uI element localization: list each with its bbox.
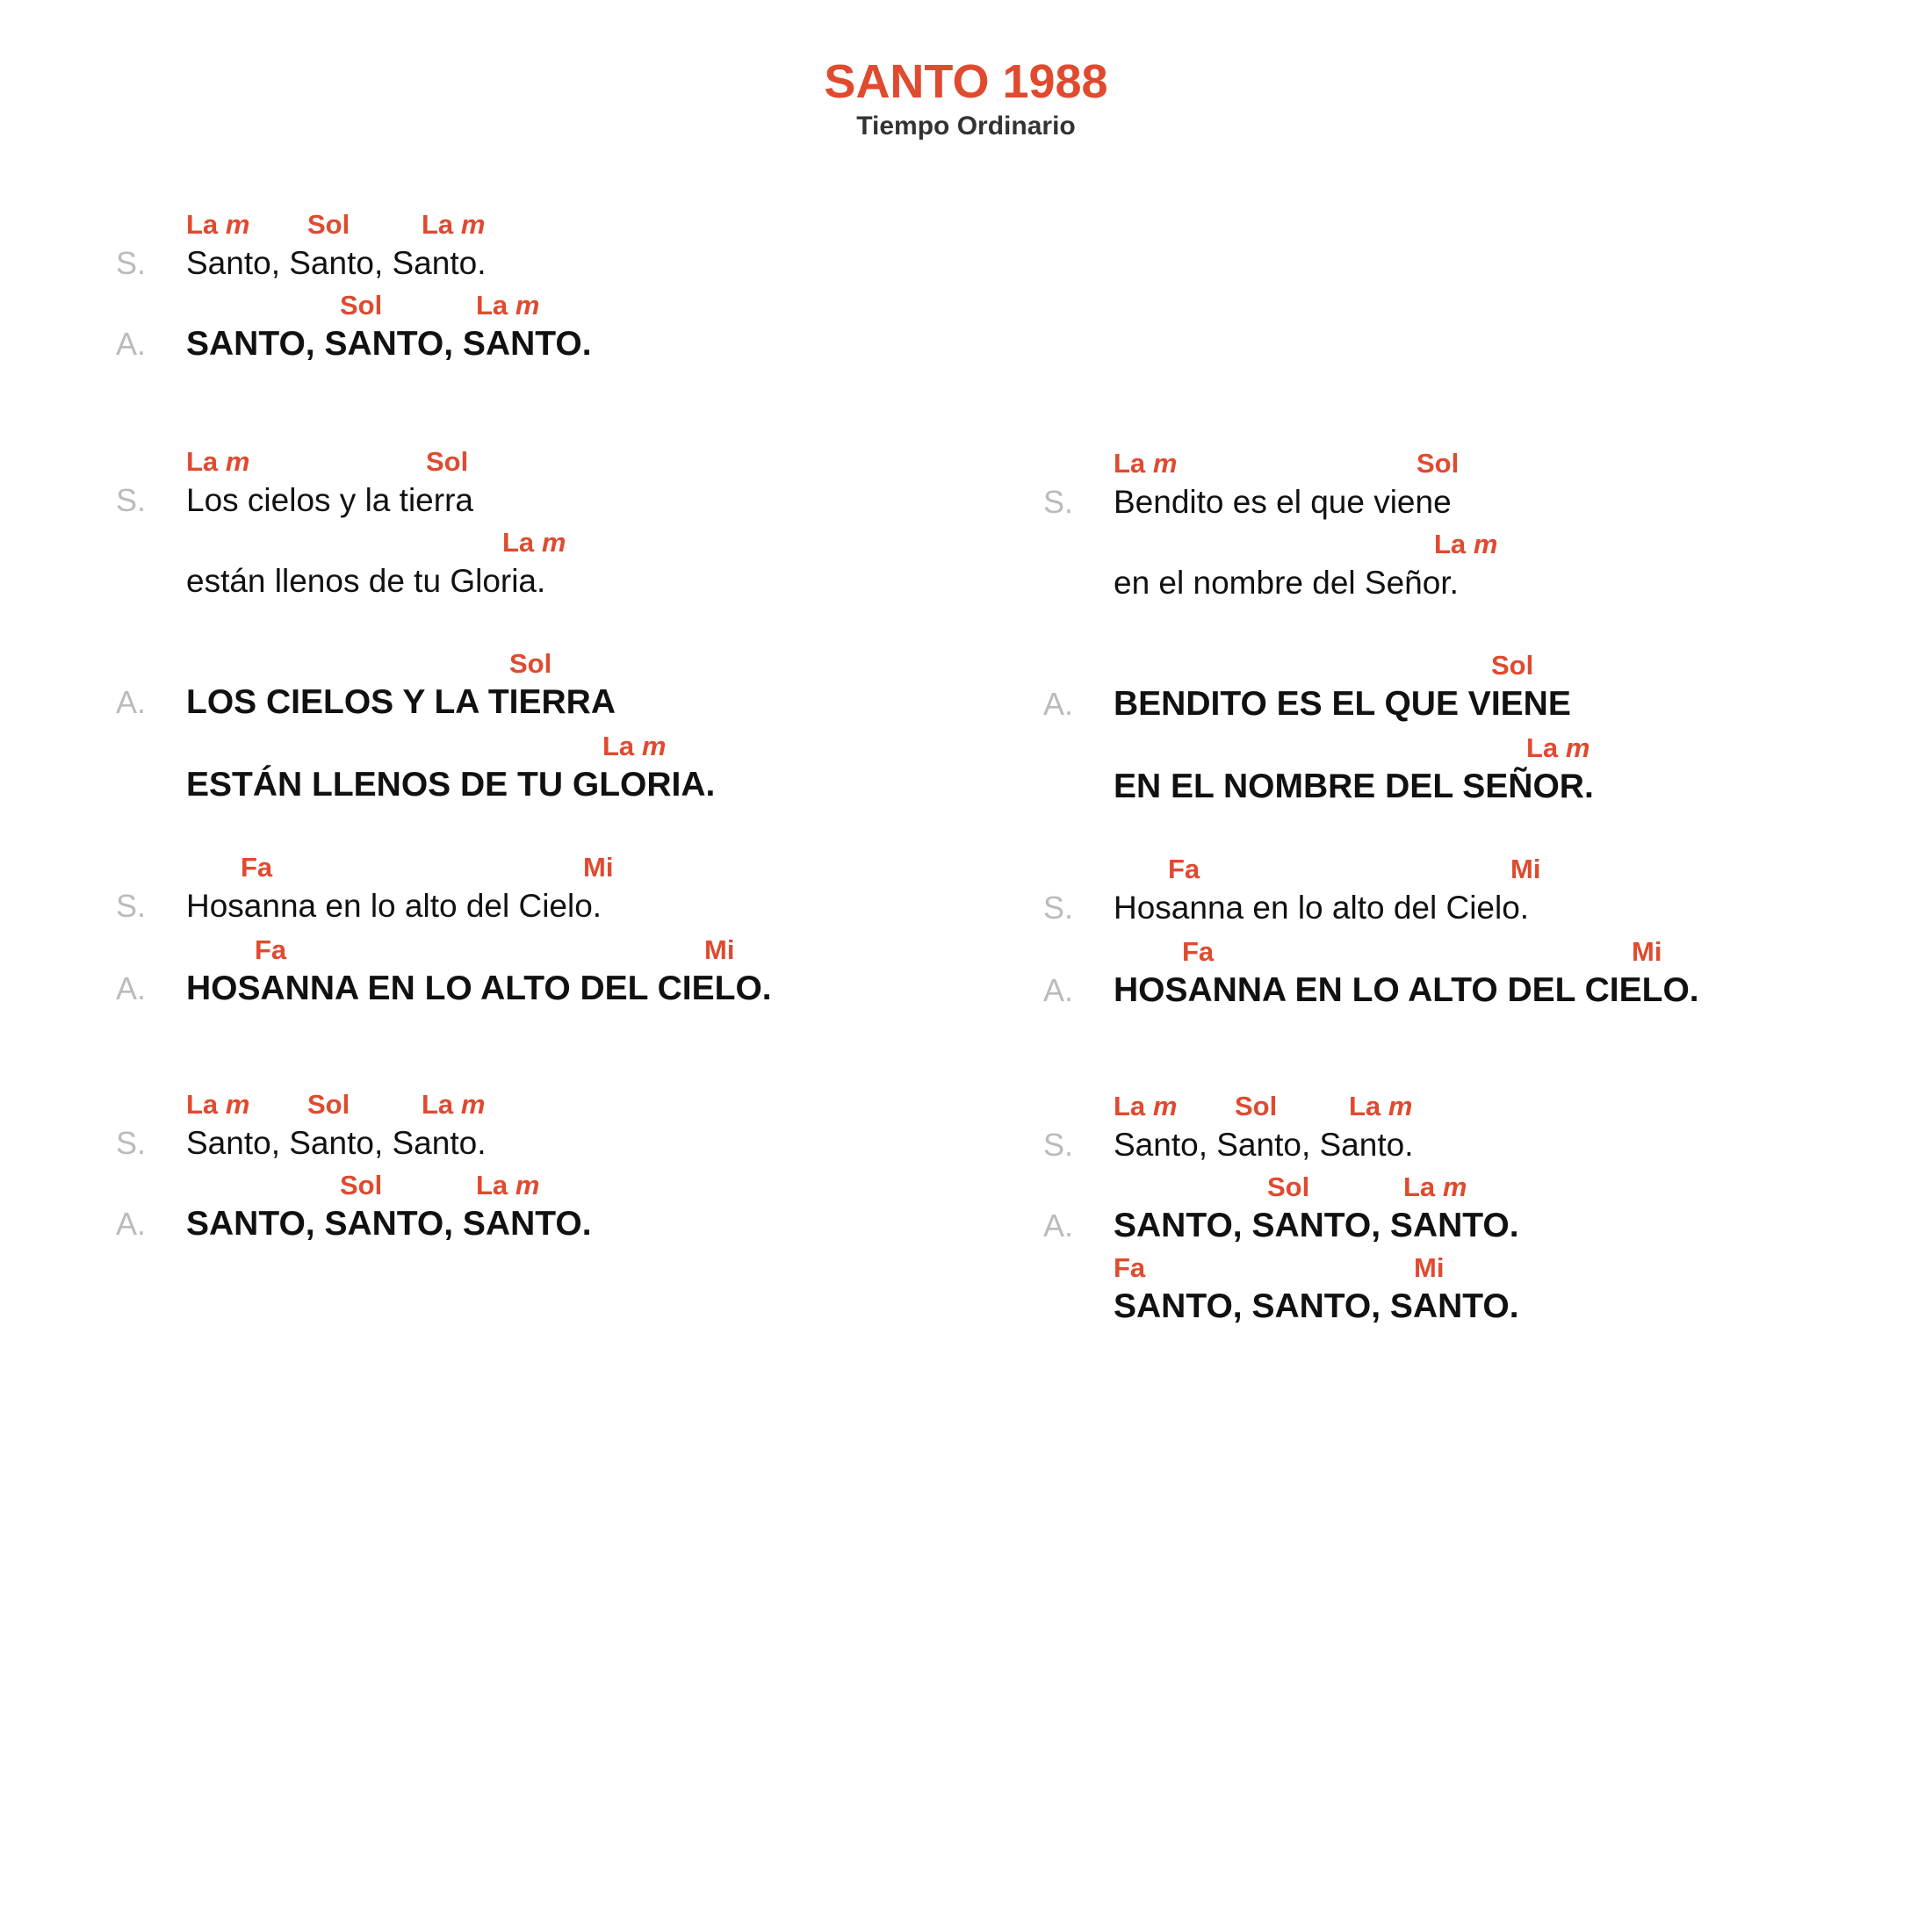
lyric-row: [1043, 1171, 1932, 1252]
chord: [476, 290, 539, 321]
speaker-marker: A.: [116, 1206, 147, 1242]
chord-root: La: [186, 209, 219, 240]
chord: [583, 852, 613, 883]
chord-root: Fa: [241, 852, 273, 883]
chord: [340, 1170, 382, 1201]
chord-root: La: [476, 1170, 508, 1200]
chord-minor: m: [225, 1089, 250, 1120]
chord-line: [1114, 854, 1932, 885]
lyric-text: están llenos de tu Gloria.: [186, 563, 546, 599]
chord-minor: m: [515, 290, 540, 321]
chord-root: Sol: [340, 1170, 383, 1200]
lyric-row: [1114, 529, 1932, 609]
chord: [1168, 854, 1200, 885]
lyric-row: [1043, 448, 1932, 529]
chord-root: Mi: [583, 852, 614, 883]
chord-minor: m: [1565, 732, 1590, 763]
lyric-text: Hosanna en lo alto del Cielo.: [1114, 890, 1530, 926]
lyric-row: [1114, 732, 1932, 813]
speaker-marker: A.: [1043, 1208, 1074, 1244]
chord-root: Sol: [426, 446, 469, 477]
speaker-marker: S.: [1043, 1127, 1074, 1163]
chord-root: La: [1114, 448, 1146, 479]
chord-line: [1114, 650, 1932, 681]
chord-root: Fa: [1168, 854, 1200, 884]
chord-root: Sol: [1235, 1091, 1278, 1121]
chord-root: La: [1114, 1091, 1146, 1121]
lyric-row: [186, 527, 1064, 608]
chord: [186, 209, 249, 241]
lyric-text: HOSANNA EN LO ALTO DEL CIELO.: [186, 970, 772, 1007]
chord-root: La: [422, 1089, 454, 1120]
song-title: SANTO 1988: [824, 55, 1108, 108]
chord-line: [186, 1170, 1064, 1201]
chord-root: Sol: [340, 290, 383, 321]
song-header: [0, 53, 1932, 142]
chord-minor: m: [225, 209, 250, 240]
chord-root: Mi: [704, 934, 735, 965]
lyric-row: [116, 209, 1064, 290]
chord-minor: m: [460, 1089, 486, 1120]
chord-minor: m: [460, 209, 486, 240]
lyric-row: [116, 648, 1064, 729]
chord-minor: m: [225, 446, 250, 477]
chord-minor: m: [1152, 448, 1178, 479]
chord: [602, 731, 666, 762]
lyric-row: [116, 934, 1064, 1015]
chord-root: La: [502, 527, 535, 558]
speaker-marker: S.: [116, 245, 147, 281]
chord: [1414, 1252, 1444, 1284]
chord-root: La: [476, 290, 508, 321]
lyric-text: SANTO, SANTO, SANTO.: [186, 1205, 592, 1243]
chord-root: La: [1526, 732, 1559, 763]
song-subtitle: Tiempo Ordinario: [856, 112, 1076, 141]
lyric-text: SANTO, SANTO, SANTO.: [1114, 1207, 1519, 1244]
lyric-text: SANTO, SANTO, SANTO.: [1114, 1287, 1519, 1325]
chord: [1114, 1091, 1177, 1122]
chord-root: Mi: [1632, 936, 1662, 967]
lyric-text: Santo, Santo, Santo.: [1114, 1127, 1414, 1163]
chord-root: La: [1349, 1091, 1381, 1121]
lyric-text: SANTO, SANTO, SANTO.: [186, 325, 592, 363]
chord: [1510, 854, 1540, 885]
chord: [1235, 1091, 1277, 1122]
chord-line: [186, 648, 1064, 680]
speaker-marker: A.: [116, 684, 147, 720]
chord-root: Sol: [1417, 448, 1460, 479]
lyric-text: en el nombre del Señor.: [1114, 565, 1459, 601]
chord-root: Fa: [1182, 936, 1215, 967]
chord-root: La: [602, 731, 635, 761]
chord-minor: m: [1152, 1091, 1178, 1121]
speaker-marker: A.: [116, 326, 147, 362]
lyric-text: EN EL NOMBRE DEL SEÑOR.: [1114, 768, 1594, 805]
chord-root: Sol: [1267, 1171, 1310, 1202]
chord-line: [186, 446, 1064, 478]
chord-line: [186, 731, 1064, 762]
chord-minor: m: [515, 1170, 540, 1200]
chord-root: Sol: [1491, 650, 1534, 681]
chord: [1267, 1171, 1309, 1203]
chord-line: [186, 1089, 1064, 1121]
chord: [476, 1170, 539, 1201]
chord-root: Mi: [1510, 854, 1541, 884]
speaker-marker: A.: [116, 970, 147, 1006]
chord-line: [1114, 936, 1932, 968]
chord-minor: m: [641, 731, 667, 761]
lyric-row: [1043, 1091, 1932, 1171]
lyric-row: [116, 290, 1064, 371]
chord: [422, 1089, 485, 1121]
speaker-marker: A.: [1043, 972, 1074, 1008]
lyric-row: [116, 1089, 1064, 1170]
lyric-text: Hosanna en lo alto del Cielo.: [186, 888, 602, 924]
chord: [307, 1089, 350, 1121]
chord: [426, 446, 468, 478]
chord: [1526, 732, 1590, 764]
chord-root: Sol: [307, 1089, 350, 1120]
lyric-row: [116, 446, 1064, 527]
lyric-row: [1114, 1252, 1932, 1333]
chord: [1403, 1171, 1467, 1203]
chord-root: Mi: [1414, 1252, 1445, 1283]
chord: [1182, 936, 1214, 968]
chord-line: [1114, 732, 1932, 764]
chord-minor: m: [1473, 529, 1498, 559]
chord: [340, 290, 382, 321]
chord-minor: m: [541, 527, 566, 558]
chord-line: [1114, 1252, 1932, 1284]
chord: [255, 934, 286, 966]
lyric-row: [1043, 936, 1932, 1017]
chord-root: Sol: [509, 648, 552, 679]
chord: [1491, 650, 1533, 681]
chord-line: [186, 852, 1064, 883]
chord-root: Sol: [307, 209, 350, 240]
chord: [241, 852, 272, 883]
chord: [1114, 448, 1177, 479]
lyric-text: LOS CIELOS Y LA TIERRA: [186, 683, 616, 721]
chord-line: [186, 934, 1064, 966]
chord: [186, 1089, 249, 1121]
chord-line: [186, 209, 1064, 241]
chord: [1632, 936, 1662, 968]
chord: [502, 527, 566, 559]
chord-root: La: [1434, 529, 1467, 559]
lyric-text: Los cielos y la tierra: [186, 482, 473, 518]
lyric-row: [1043, 650, 1932, 731]
chord: [422, 209, 485, 241]
chord: [1417, 448, 1459, 479]
chord-root: Fa: [1114, 1252, 1146, 1283]
chord-line: [1114, 1091, 1932, 1122]
speaker-marker: A.: [1043, 686, 1074, 722]
chord-minor: m: [1388, 1091, 1413, 1121]
lyric-row: [186, 731, 1064, 811]
chord: [1349, 1091, 1412, 1122]
chord-line: [1114, 448, 1932, 479]
chord-root: La: [186, 1089, 219, 1120]
chord-line: [1114, 529, 1932, 560]
chord: [509, 648, 551, 680]
lyric-row: [116, 852, 1064, 933]
lyric-text: Santo, Santo, Santo.: [186, 1125, 487, 1161]
chord: [307, 209, 350, 241]
lyric-text: HOSANNA EN LO ALTO DEL CIELO.: [1114, 971, 1699, 1009]
chord-root: La: [422, 209, 454, 240]
chord-root: La: [1403, 1171, 1436, 1202]
speaker-marker: S.: [116, 888, 147, 924]
lyric-text: BENDITO ES EL QUE VIENE: [1114, 685, 1571, 723]
chord: [704, 934, 734, 966]
lyric-text: Bendito es el que viene: [1114, 484, 1452, 520]
speaker-marker: S.: [1043, 484, 1074, 520]
speaker-marker: S.: [116, 482, 147, 518]
chord-line: [186, 527, 1064, 559]
chord-line: [186, 290, 1064, 321]
lyric-text: ESTÁN LLENOS DE TU GLORIA.: [186, 766, 716, 804]
chord-minor: m: [1442, 1171, 1467, 1202]
chord: [1434, 529, 1497, 560]
lyric-text: Santo, Santo, Santo.: [186, 245, 487, 281]
chord-line: [1114, 1171, 1932, 1203]
speaker-marker: S.: [116, 1125, 147, 1161]
speaker-marker: S.: [1043, 890, 1074, 926]
chord: [186, 446, 249, 478]
lyric-row: [1043, 854, 1932, 934]
chord-root: La: [186, 446, 219, 477]
chord: [1114, 1252, 1145, 1284]
lyric-row: [116, 1170, 1064, 1251]
chord-root: Fa: [255, 934, 287, 965]
